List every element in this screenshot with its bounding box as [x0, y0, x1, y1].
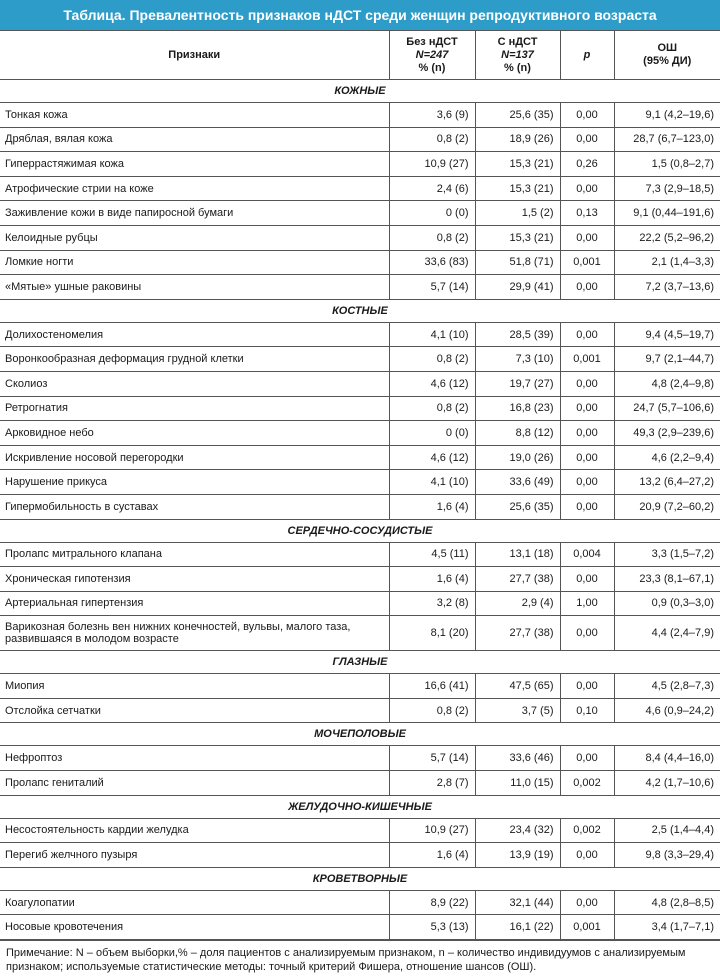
- section-row: [0, 723, 720, 746]
- cell-without-ndst: 2,8 (7): [389, 771, 475, 796]
- table-row: [0, 470, 720, 495]
- cell-p-value: 0,00: [560, 322, 614, 347]
- cell-sign: Тонкая кожа: [0, 103, 389, 128]
- header-sign: Признаки: [0, 31, 389, 80]
- cell-sign: Хроническая гипотензия: [0, 567, 389, 592]
- cell-without-ndst: 4,1 (10): [389, 470, 475, 495]
- header-or: [614, 31, 720, 80]
- section-label: КОЖНЫЕ: [0, 80, 720, 103]
- cell-odds-ratio: 4,8 (2,4–9,8): [614, 371, 720, 396]
- cell-without-ndst: 4,6 (12): [389, 371, 475, 396]
- cell-with-ndst: 7,3 (10): [475, 347, 560, 372]
- cell-without-ndst: 5,3 (13): [389, 915, 475, 940]
- cell-odds-ratio: 13,2 (6,4–27,2): [614, 470, 720, 495]
- cell-with-ndst: 2,9 (4): [475, 591, 560, 616]
- cell-sign: Варикозная болезнь вен нижних конечностей, вульвы, малого таза, развившаяся в молодом возрасте: [0, 616, 389, 651]
- table-row: [0, 567, 720, 592]
- cell-with-ndst: 33,6 (49): [475, 470, 560, 495]
- prevalence-table: [0, 30, 720, 940]
- header-or-label: ОШ: [657, 42, 678, 54]
- cell-p-value: 0,00: [560, 275, 614, 300]
- cell-with-ndst: 15,3 (21): [475, 176, 560, 201]
- table-row: [0, 818, 720, 843]
- cell-sign: Несостоятельность кардии желудка: [0, 818, 389, 843]
- table-header-row: [0, 31, 720, 80]
- cell-with-ndst: 13,9 (19): [475, 843, 560, 868]
- cell-odds-ratio: 1,5 (0,8–2,7): [614, 152, 720, 177]
- cell-odds-ratio: 3,4 (1,7–7,1): [614, 915, 720, 940]
- cell-p-value: 0,26: [560, 152, 614, 177]
- cell-without-ndst: 0,8 (2): [389, 225, 475, 250]
- cell-sign: Воронкообразная деформация грудной клетки: [0, 347, 389, 372]
- cell-without-ndst: 3,6 (9): [389, 103, 475, 128]
- cell-with-ndst: 25,6 (35): [475, 494, 560, 519]
- cell-p-value: 0,001: [560, 250, 614, 275]
- cell-odds-ratio: 4,8 (2,8–8,5): [614, 890, 720, 915]
- cell-sign: Артериальная гипертензия: [0, 591, 389, 616]
- cell-odds-ratio: 9,4 (4,5–19,7): [614, 322, 720, 347]
- table-row: [0, 616, 720, 651]
- cell-with-ndst: 33,6 (46): [475, 746, 560, 771]
- table-row: [0, 591, 720, 616]
- header-without-unit: % (n): [418, 61, 446, 74]
- cell-with-ndst: 51,8 (71): [475, 250, 560, 275]
- table-body: [0, 80, 720, 940]
- cell-sign: Носовые кровотечения: [0, 915, 389, 940]
- table-row: [0, 127, 720, 152]
- cell-without-ndst: 10,9 (27): [389, 818, 475, 843]
- section-label: ЖЕЛУДОЧНО-КИШЕЧНЫЕ: [0, 795, 720, 818]
- cell-p-value: 0,00: [560, 843, 614, 868]
- cell-sign: Отслойка сетчатки: [0, 698, 389, 723]
- cell-with-ndst: 13,1 (18): [475, 542, 560, 567]
- table-row: [0, 275, 720, 300]
- header-with-unit: % (n): [504, 61, 531, 74]
- cell-with-ndst: 19,0 (26): [475, 445, 560, 470]
- cell-p-value: 0,00: [560, 890, 614, 915]
- cell-p-value: 0,00: [560, 494, 614, 519]
- table-row: [0, 915, 720, 940]
- cell-odds-ratio: 0,9 (0,3–3,0): [614, 591, 720, 616]
- cell-p-value: 1,00: [560, 591, 614, 616]
- cell-p-value: 0,00: [560, 103, 614, 128]
- section-row: [0, 519, 720, 542]
- table-row: [0, 322, 720, 347]
- cell-without-ndst: 4,6 (12): [389, 445, 475, 470]
- cell-p-value: 0,10: [560, 698, 614, 723]
- cell-with-ndst: 15,3 (21): [475, 225, 560, 250]
- cell-sign: Пролапс гениталий: [0, 771, 389, 796]
- table-row: [0, 746, 720, 771]
- table-row: [0, 698, 720, 723]
- cell-odds-ratio: 2,1 (1,4–3,3): [614, 250, 720, 275]
- cell-odds-ratio: 7,2 (3,7–13,6): [614, 275, 720, 300]
- header-without-n: N=247: [415, 48, 449, 61]
- header-with-n: N=137: [501, 48, 534, 61]
- cell-odds-ratio: 24,7 (5,7–106,6): [614, 396, 720, 421]
- cell-sign: Арковидное небо: [0, 421, 389, 446]
- section-label: КОСТНЫЕ: [0, 299, 720, 322]
- cell-odds-ratio: 2,5 (1,4–4,4): [614, 818, 720, 843]
- cell-without-ndst: 33,6 (83): [389, 250, 475, 275]
- cell-with-ndst: 47,5 (65): [475, 674, 560, 699]
- cell-without-ndst: 2,4 (6): [389, 176, 475, 201]
- table-row: [0, 843, 720, 868]
- cell-sign: Ломкие ногти: [0, 250, 389, 275]
- cell-sign: Долихостеномелия: [0, 322, 389, 347]
- cell-with-ndst: 18,9 (26): [475, 127, 560, 152]
- cell-p-value: 0,00: [560, 445, 614, 470]
- cell-with-ndst: 16,1 (22): [475, 915, 560, 940]
- cell-without-ndst: 0,8 (2): [389, 396, 475, 421]
- table-note: Примечание: N – объем выборки,% – доля пациентов с анализируемым признаком, n – количество индивидуумов с анализируемым признаком; используемые статистические методы: точный критерий Фишера, отношение шансов (ОШ).: [0, 940, 720, 974]
- cell-without-ndst: 0,8 (2): [389, 698, 475, 723]
- cell-sign: Коагулопатии: [0, 890, 389, 915]
- cell-odds-ratio: 4,2 (1,7–10,6): [614, 771, 720, 796]
- table-row: [0, 152, 720, 177]
- cell-sign: Атрофические стрии на коже: [0, 176, 389, 201]
- cell-p-value: 0,002: [560, 818, 614, 843]
- cell-with-ndst: 16,8 (23): [475, 396, 560, 421]
- cell-p-value: 0,00: [560, 470, 614, 495]
- cell-with-ndst: 11,0 (15): [475, 771, 560, 796]
- section-row: [0, 299, 720, 322]
- cell-without-ndst: 0,8 (2): [389, 347, 475, 372]
- section-row: [0, 867, 720, 890]
- cell-sign: Дряблая, вялая кожа: [0, 127, 389, 152]
- table-row: [0, 225, 720, 250]
- cell-without-ndst: 4,5 (11): [389, 542, 475, 567]
- cell-with-ndst: 29,9 (41): [475, 275, 560, 300]
- section-label: КРОВЕТВОРНЫЕ: [0, 867, 720, 890]
- cell-sign: Нарушение прикуса: [0, 470, 389, 495]
- cell-without-ndst: 0,8 (2): [389, 127, 475, 152]
- table-row: [0, 674, 720, 699]
- cell-sign: Искривление носовой перегородки: [0, 445, 389, 470]
- cell-sign: Нефроптоз: [0, 746, 389, 771]
- cell-sign: Перегиб желчного пузыря: [0, 843, 389, 868]
- cell-odds-ratio: 4,4 (2,4–7,9): [614, 616, 720, 651]
- cell-odds-ratio: 4,6 (0,9–24,2): [614, 698, 720, 723]
- cell-p-value: 0,00: [560, 371, 614, 396]
- cell-p-value: 0,00: [560, 396, 614, 421]
- header-without-label: Без нДСТ: [406, 35, 458, 48]
- header-with-ndst: [475, 31, 560, 80]
- table-row: [0, 421, 720, 446]
- header-with-label: С нДСТ: [497, 35, 538, 48]
- cell-with-ndst: 1,5 (2): [475, 201, 560, 226]
- cell-with-ndst: 19,7 (27): [475, 371, 560, 396]
- cell-without-ndst: 4,1 (10): [389, 322, 475, 347]
- cell-odds-ratio: 4,5 (2,8–7,3): [614, 674, 720, 699]
- cell-odds-ratio: 3,3 (1,5–7,2): [614, 542, 720, 567]
- cell-odds-ratio: 8,4 (4,4–16,0): [614, 746, 720, 771]
- table-row: [0, 542, 720, 567]
- table-row: [0, 494, 720, 519]
- cell-odds-ratio: 4,6 (2,2–9,4): [614, 445, 720, 470]
- cell-with-ndst: 3,7 (5): [475, 698, 560, 723]
- cell-with-ndst: 28,5 (39): [475, 322, 560, 347]
- header-p: p: [560, 31, 614, 80]
- cell-with-ndst: 15,3 (21): [475, 152, 560, 177]
- cell-sign: Ретрогнатия: [0, 396, 389, 421]
- cell-p-value: 0,00: [560, 567, 614, 592]
- header-or-ci: (95% ДИ): [643, 55, 692, 67]
- table-row: [0, 396, 720, 421]
- cell-with-ndst: 25,6 (35): [475, 103, 560, 128]
- cell-without-ndst: 16,6 (41): [389, 674, 475, 699]
- cell-without-ndst: 3,2 (8): [389, 591, 475, 616]
- cell-without-ndst: 1,6 (4): [389, 494, 475, 519]
- cell-without-ndst: 10,9 (27): [389, 152, 475, 177]
- cell-without-ndst: 1,6 (4): [389, 843, 475, 868]
- cell-p-value: 0,00: [560, 225, 614, 250]
- cell-odds-ratio: 9,7 (2,1–44,7): [614, 347, 720, 372]
- cell-sign: Гиперрастяжимая кожа: [0, 152, 389, 177]
- cell-without-ndst: 8,1 (20): [389, 616, 475, 651]
- cell-odds-ratio: 20,9 (7,2–60,2): [614, 494, 720, 519]
- section-label: ГЛАЗНЫЕ: [0, 651, 720, 674]
- cell-sign: Пролапс митрального клапана: [0, 542, 389, 567]
- cell-without-ndst: 0 (0): [389, 201, 475, 226]
- section-row: [0, 651, 720, 674]
- cell-p-value: 0,00: [560, 616, 614, 651]
- cell-p-value: 0,001: [560, 915, 614, 940]
- section-row: [0, 795, 720, 818]
- cell-without-ndst: 5,7 (14): [389, 746, 475, 771]
- cell-with-ndst: 27,7 (38): [475, 567, 560, 592]
- table-row: [0, 371, 720, 396]
- cell-odds-ratio: 22,2 (5,2–96,2): [614, 225, 720, 250]
- table-row: [0, 445, 720, 470]
- cell-sign: Сколиоз: [0, 371, 389, 396]
- cell-odds-ratio: 9,1 (0,44–191,6): [614, 201, 720, 226]
- table-row: [0, 890, 720, 915]
- cell-p-value: 0,00: [560, 176, 614, 201]
- cell-odds-ratio: 23,3 (8,1–67,1): [614, 567, 720, 592]
- cell-without-ndst: 8,9 (22): [389, 890, 475, 915]
- cell-with-ndst: 23,4 (32): [475, 818, 560, 843]
- cell-sign: Заживление кожи в виде папиросной бумаги: [0, 201, 389, 226]
- cell-p-value: 0,004: [560, 542, 614, 567]
- cell-p-value: 0,00: [560, 421, 614, 446]
- table-title: Таблица. Превалентность признаков нДСТ среди женщин репродуктивного возраста: [0, 0, 720, 30]
- cell-without-ndst: 5,7 (14): [389, 275, 475, 300]
- table-row: [0, 347, 720, 372]
- cell-odds-ratio: 9,1 (4,2–19,6): [614, 103, 720, 128]
- cell-with-ndst: 8,8 (12): [475, 421, 560, 446]
- cell-without-ndst: 1,6 (4): [389, 567, 475, 592]
- cell-p-value: 0,00: [560, 674, 614, 699]
- cell-sign: Гипермобильность в суставах: [0, 494, 389, 519]
- section-row: [0, 80, 720, 103]
- cell-sign: Келоидные рубцы: [0, 225, 389, 250]
- cell-p-value: 0,001: [560, 347, 614, 372]
- cell-odds-ratio: 7,3 (2,9–18,5): [614, 176, 720, 201]
- table-row: [0, 103, 720, 128]
- table-row: [0, 771, 720, 796]
- cell-p-value: 0,00: [560, 746, 614, 771]
- table-row: [0, 176, 720, 201]
- cell-odds-ratio: 49,3 (2,9–239,6): [614, 421, 720, 446]
- header-without-ndst: [389, 31, 475, 80]
- section-label: МОЧЕПОЛОВЫЕ: [0, 723, 720, 746]
- cell-with-ndst: 27,7 (38): [475, 616, 560, 651]
- cell-p-value: 0,00: [560, 127, 614, 152]
- cell-odds-ratio: 28,7 (6,7–123,0): [614, 127, 720, 152]
- cell-odds-ratio: 9,8 (3,3–29,4): [614, 843, 720, 868]
- cell-p-value: 0,002: [560, 771, 614, 796]
- cell-with-ndst: 32,1 (44): [475, 890, 560, 915]
- cell-p-value: 0,13: [560, 201, 614, 226]
- table-row: [0, 250, 720, 275]
- cell-sign: Миопия: [0, 674, 389, 699]
- cell-without-ndst: 0 (0): [389, 421, 475, 446]
- section-label: СЕРДЕЧНО-СОСУДИСТЫЕ: [0, 519, 720, 542]
- table-row: [0, 201, 720, 226]
- cell-sign: «Мятые» ушные раковины: [0, 275, 389, 300]
